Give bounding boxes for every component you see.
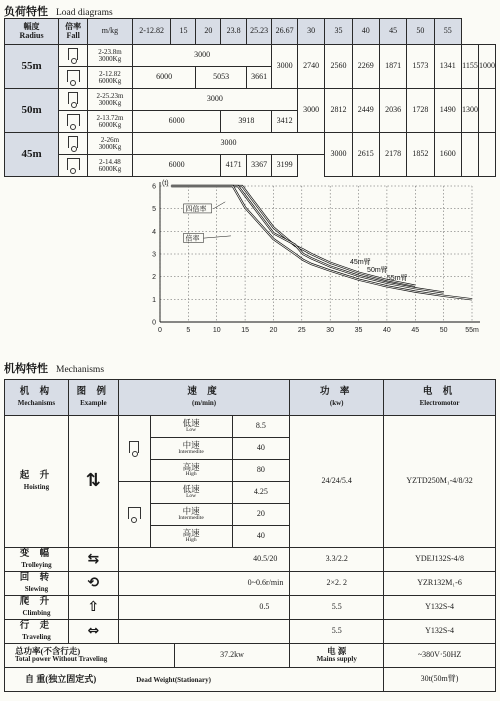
mech-title-cn: 机构特性 <box>4 363 48 375</box>
row-50m-a: 50m 2-25.23m 3000Kg 3000 3000 2812 2449 2036 1728 1490 1300 <box>5 89 496 111</box>
hdr-mkg: m/kg <box>88 19 133 45</box>
radius-50m: 50m <box>5 89 59 133</box>
x-tick-label: 10 <box>212 327 221 334</box>
hoist-row-2-high: 高速 High 80 <box>5 460 496 482</box>
two-fall-hook-icon <box>68 48 78 60</box>
x-tick-label: 25 <box>297 327 306 334</box>
load-table <box>4 18 496 177</box>
hdr-motor: 电 机 Electromotor <box>384 380 496 416</box>
radius-45m: 45m <box>5 133 59 177</box>
x-tick-label: 50 <box>439 327 448 334</box>
load-curve-inner-55m臂 <box>171 186 472 299</box>
y-tick-label: 4 <box>152 228 156 236</box>
hoist-row-4-low: 低速 Low 4.25 <box>5 482 496 504</box>
hdr-fall: 倍率 Fall <box>59 19 88 45</box>
x-tick-label: 15 <box>241 327 249 334</box>
y-tick-label: 5 <box>152 206 156 214</box>
four-fall-leader <box>214 202 226 209</box>
load-title-cn: 负荷特性 <box>4 6 48 18</box>
hoist-row-2-mid: 中速 Intermedite 40 <box>5 438 496 460</box>
hdr-r3: 23.8 <box>221 19 246 45</box>
hdr-mechanism: 机 构 Mechanisms <box>5 380 69 416</box>
two-fall-annotation: 倍率 <box>185 235 200 243</box>
rotate-arrows-icon: ⟲ <box>87 575 100 592</box>
arm-50m-label: 50m臂 <box>367 267 388 275</box>
trolley-arrows-icon: ⇆ <box>87 551 100 568</box>
hoist-updown-arrows-icon: ⇅ <box>85 470 101 492</box>
four-fall-hook-icon <box>67 114 80 126</box>
y-tick-label: 6 <box>152 183 156 191</box>
two-fall-hook-icon <box>129 441 139 453</box>
dead-weight-row: 自 重(独立固定式) Dead Weight(Stationary) 30t(50m臂) <box>5 668 496 692</box>
y-tick-label: 3 <box>152 251 156 259</box>
four-fall-hook-icon <box>67 70 80 82</box>
hoist-row-4-mid: 中速 Intermedite 20 <box>5 504 496 526</box>
hdr-speed: 速 度 (m/min) <box>118 380 290 416</box>
total-power-row: 总功率(不含行走) Total power Without Traveling 37.2kw 电 源 Mains supply ~380V·50HZ <box>5 644 496 668</box>
two-fall-leader <box>204 236 231 238</box>
trolleying-row: 变 幅 Trolleying ⇆ 40.5/20 3.3/2.2 YDEJ132S-4/8 <box>5 548 496 572</box>
mechanism-table <box>4 379 496 692</box>
row-55m-a: 55m 2-23.8m 3000Kg 3000 3000 2740 2560 2269 1871 1573 1341 1155 1000 <box>5 45 496 67</box>
load-curve-chart <box>140 178 500 338</box>
travel-leftright-arrow-icon: ⇔ <box>87 623 100 640</box>
x-tick-label: 30 <box>326 327 335 334</box>
hdr-r7: 35 <box>325 19 352 45</box>
row-45m-b: 2-14.48 6000Kg 6000 4171 3367 3199 <box>5 155 496 177</box>
x-tick-label: 20 <box>269 327 278 334</box>
hdr-example: 图 例 Example <box>68 380 118 416</box>
x-tick-label: 45 <box>411 327 420 334</box>
hdr-r9: 45 <box>379 19 406 45</box>
x-tick-label: 55m <box>465 327 479 334</box>
hdr-r4: 25.23 <box>246 19 272 45</box>
row-55m-b: 2-12.82 6000Kg 6000 5053 3661 <box>5 67 496 89</box>
hdr-r11: 55 <box>434 19 461 45</box>
y-tick-label: 0 <box>152 319 156 327</box>
load-header-row <box>5 19 496 45</box>
hoist-row-4-high: 高速 High 40 <box>5 526 496 548</box>
hdr-r0: 2-12.82 <box>132 19 171 45</box>
four-fall-hook-icon <box>128 507 141 519</box>
hdr-power: 功 率 (kw) <box>290 380 384 416</box>
hdr-r6: 30 <box>297 19 324 45</box>
hdr-r1: 15 <box>171 19 196 45</box>
four-fall-hook-icon <box>67 158 80 170</box>
y-tick-label: 1 <box>152 296 156 304</box>
mech-header-row <box>5 380 496 416</box>
y-axis-unit-label: (t) <box>162 180 169 187</box>
chart-grid <box>160 182 480 322</box>
hdr-radius: 幅度 Radius <box>5 19 59 45</box>
hdr-r8: 40 <box>352 19 379 45</box>
hdr-r10: 50 <box>407 19 434 45</box>
fall-2-cell <box>59 45 88 67</box>
hoisting-label: 起 升 Hoisting <box>5 416 69 548</box>
climbing-row: 爬 升 Climbing ⇧ 0.5 5.5 Y132S-4 <box>5 596 496 620</box>
chart-curves <box>171 186 472 299</box>
arm-55m-label: 55m臂 <box>386 275 408 283</box>
traveling-row: 行 走 Traveling ⇔ 5.5 Y132S-4 <box>5 620 496 644</box>
two-fall-hook-icon <box>68 92 78 104</box>
y-tick-label: 2 <box>152 274 156 282</box>
mech-title-en: Mechanisms <box>56 365 105 375</box>
radius-55m: 55m <box>5 45 59 89</box>
load-section-title <box>4 3 113 19</box>
row-50m-b: 2-13.72m 6000Kg 6000 3918 3412 <box>5 111 496 133</box>
x-tick-label: 35 <box>354 327 363 334</box>
four-fall-annotation: 四倍率 <box>185 205 207 213</box>
slewing-row: 回 转 Slewing ⟲ 0~0.6r/min 2×2. 2 YZR132M₁-6 <box>5 572 496 596</box>
row-45m-a: 45m 2-26m 3000Kg 3000 3000 2615 2178 1852 1600 <box>5 133 496 155</box>
arm-45m-label: 45m臂 <box>350 259 371 267</box>
load-title-en: Load diagrams <box>56 8 113 18</box>
hdr-r2: 20 <box>196 19 221 45</box>
hdr-r5: 26.67 <box>272 19 298 45</box>
two-fall-hook-icon <box>68 136 78 148</box>
x-tick-label: 5 <box>186 327 191 334</box>
load-curve-55m臂 <box>171 186 472 299</box>
climb-up-arrow-icon: ⇧ <box>87 599 100 616</box>
hoist-row-2-low: 起 升 Hoisting ⇅ 低速 Low 8.5 24/24/5.4 YZTD250M₁-4/8/32 <box>5 416 496 438</box>
mech-section-title <box>4 360 104 376</box>
x-tick-label: 0 <box>158 327 162 334</box>
x-tick-label: 40 <box>383 327 391 334</box>
chart-annotations <box>184 202 408 282</box>
